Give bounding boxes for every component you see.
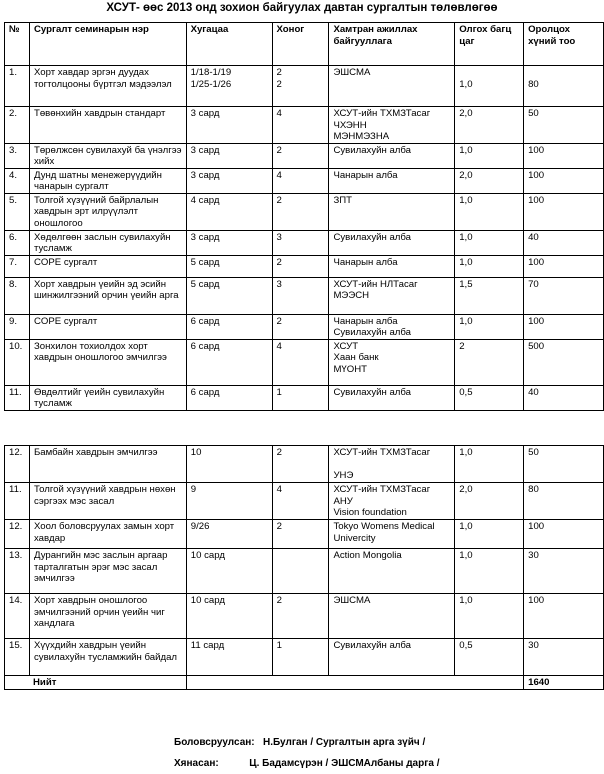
cell-partner: Tokyo Womens Medical Univercity	[329, 520, 455, 549]
cell-duration: 3 сард	[186, 143, 272, 168]
cell-participants: 70	[524, 277, 604, 314]
cell-participants: 100	[524, 193, 604, 230]
header-partner: Хамтран ажиллах байгууллага	[329, 23, 455, 66]
cell-participants: 80	[524, 483, 604, 520]
cell-participants: 100	[524, 143, 604, 168]
cell-days	[272, 549, 329, 594]
cell-hours: 2,0	[455, 483, 524, 520]
cell-name: Хөдөлгөөн заслын сувилахуйн тусламж	[29, 230, 186, 255]
cell-hours: 1,0	[455, 446, 524, 483]
table-row	[5, 168, 604, 193]
cell-participants: 100	[524, 314, 604, 339]
table-row	[5, 193, 604, 230]
cell-days: 3	[272, 230, 329, 255]
cell-num: 4.	[5, 168, 30, 193]
cell-duration: 10	[186, 446, 272, 483]
table-row	[5, 520, 604, 549]
cell-partner: Чанарын алба	[329, 168, 455, 193]
header-num: №	[5, 23, 30, 66]
cell-hours: 1,5	[455, 277, 524, 314]
cell-name: COPE сургалт	[29, 255, 186, 277]
cell-hours: 0,5	[455, 385, 524, 410]
cell-days: 2 2	[272, 66, 329, 107]
table-row	[5, 339, 604, 385]
cell-duration: 11 сард	[186, 639, 272, 676]
cell-hours: 1,0	[455, 314, 524, 339]
table-row	[5, 277, 604, 314]
cell-num: 3.	[5, 143, 30, 168]
cell-days: 2	[272, 314, 329, 339]
cell-name: Өвдөлтийг үеийн сувилахуйн тусламж	[29, 385, 186, 410]
cell-days: 1	[272, 385, 329, 410]
table-row	[5, 66, 604, 107]
table-row	[5, 314, 604, 339]
cell-days: 2	[272, 193, 329, 230]
cell-num: 2.	[5, 107, 30, 144]
cell-partner: ХСУТ-ийн НЛТасаг МЭЭСН	[329, 277, 455, 314]
cell-num: 8.	[5, 277, 30, 314]
cell-partner: ЭШСМА	[329, 594, 455, 639]
cell-name: Дурангийн мэс заслын аргаар тарталгатын эрэг мэс засал эмчилгээ	[29, 549, 186, 594]
cell-hours: 1,0	[455, 520, 524, 549]
cell-participants: 100	[524, 594, 604, 639]
cell-name: Хорт хавдар эргэн дуудах тогтолцооны бүртгэл мэдээлэл	[29, 66, 186, 107]
cell-num: 12.	[5, 520, 30, 549]
cell-duration: 10 сард	[186, 594, 272, 639]
total-empty	[186, 676, 523, 690]
cell-hours: 1,0	[455, 549, 524, 594]
header-days: Хоног	[272, 23, 329, 66]
checked-value: Ц. Бадамсүрэн / ЭШСМАлбаны дарга /	[249, 758, 440, 769]
cell-duration: 4 сард	[186, 193, 272, 230]
total-row	[5, 676, 604, 690]
cell-num: 1.	[5, 66, 30, 107]
cell-hours: 1,0	[455, 255, 524, 277]
cell-hours: 2	[455, 339, 524, 385]
cell-days: 4	[272, 107, 329, 144]
header-duration: Хугацаа	[186, 23, 272, 66]
header-name: Сургалт семинарын нэр	[29, 23, 186, 66]
cell-num: 9.	[5, 314, 30, 339]
table-gap	[4, 431, 604, 445]
cell-duration: 3 сард	[186, 230, 272, 255]
cell-duration: 5 сард	[186, 277, 272, 314]
table-row	[5, 255, 604, 277]
cell-num: 14.	[5, 594, 30, 639]
cell-name: Хоол боловсруулах замын хорт хавдар	[29, 520, 186, 549]
cell-hours: 1,0	[455, 143, 524, 168]
cell-participants: 40	[524, 385, 604, 410]
cell-hours: 1,0	[455, 230, 524, 255]
cell-name: Дунд шатны менежерүүдийн чанарын сургалт	[29, 168, 186, 193]
cell-num: 7.	[5, 255, 30, 277]
table-header-row	[5, 23, 604, 66]
training-plan-table-continued	[4, 445, 604, 690]
cell-partner: Сувилахуйн алба	[329, 230, 455, 255]
cell-num: 5.	[5, 193, 30, 230]
cell-participants: 40	[524, 230, 604, 255]
cell-duration: 10 сард	[186, 549, 272, 594]
cell-name: Бамбайн хавдрын эмчилгээ	[29, 446, 186, 483]
cell-num: 10.	[5, 339, 30, 385]
cell-name: Толгой хүзүүний байрлалын хавдрын эрт илрүүлэлт оношлогоо	[29, 193, 186, 230]
table-row	[5, 483, 604, 520]
cell-hours: 1,0	[455, 66, 524, 107]
table-row	[5, 230, 604, 255]
checked-by	[174, 758, 440, 769]
cell-name: COPE сургалт	[29, 314, 186, 339]
cell-participants: 80	[524, 66, 604, 107]
cell-name: Хорт хавдрын оношлогоо эмчилгээний орчин үеийн чиг хандлага	[29, 594, 186, 639]
cell-name: Хүүхдийн хавдрын үеийн сувилахуйн тусламжийн байдал	[29, 639, 186, 676]
cell-days: 4	[272, 483, 329, 520]
cell-days: 4	[272, 168, 329, 193]
table-row	[5, 385, 604, 410]
table-row	[5, 549, 604, 594]
checked-label: Хянасан:	[174, 758, 219, 769]
cell-hours: 0,5	[455, 639, 524, 676]
table-row	[5, 446, 604, 483]
cell-name: Хорт хавдрын үеийн эд эсийн шинжилгээний орчин үеийн арга	[29, 277, 186, 314]
cell-partner: Чанарын алба	[329, 255, 455, 277]
cell-participants: 30	[524, 639, 604, 676]
cell-participants: 100	[524, 168, 604, 193]
total-value: 1640	[524, 676, 604, 690]
cell-duration: 6 сард	[186, 314, 272, 339]
cell-name: Зонхилон тохиолдох хорт хавдрын оношлогоо эмчилгээ	[29, 339, 186, 385]
cell-participants: 50	[524, 107, 604, 144]
cell-days: 2	[272, 255, 329, 277]
cell-name: Төвөнхийн хавдрын стандарт	[29, 107, 186, 144]
prepared-label: Боловсруулсан:	[174, 737, 255, 748]
cell-days: 4	[272, 339, 329, 385]
training-plan-table	[4, 22, 604, 411]
prepared-by	[174, 737, 425, 748]
cell-days: 1	[272, 639, 329, 676]
total-label: Нийт	[5, 676, 187, 690]
cell-days: 2	[272, 143, 329, 168]
cell-duration: 6 сард	[186, 339, 272, 385]
header-participants: Оролцох хүний тоо	[524, 23, 604, 66]
cell-num: 15.	[5, 639, 30, 676]
cell-days: 2	[272, 594, 329, 639]
table-row	[5, 594, 604, 639]
cell-partner: ХСУТ Хаан банк МҮОНТ	[329, 339, 455, 385]
cell-days: 2	[272, 520, 329, 549]
cell-name: Толгой хүзүүний хавдрын нөхөн сэргээх мэс засал	[29, 483, 186, 520]
cell-duration: 6 сард	[186, 385, 272, 410]
cell-duration: 1/18-1/19 1/25-1/26	[186, 66, 272, 107]
cell-duration: 5 сард	[186, 255, 272, 277]
header-hours: Олгох багц цаг	[455, 23, 524, 66]
table-row	[5, 107, 604, 144]
table-row	[5, 639, 604, 676]
cell-partner: ХСУТ-ийн ТХМЗТасаг ЧХЭНН МЭНМЭЗНА	[329, 107, 455, 144]
cell-participants: 30	[524, 549, 604, 594]
cell-partner: ЗПТ	[329, 193, 455, 230]
cell-participants: 50	[524, 446, 604, 483]
page-title: ХСУТ- өөс 2013 онд зохион байгуулах давтан сургалтын төлөвлөгөө	[106, 2, 498, 14]
cell-num: 13.	[5, 549, 30, 594]
cell-name: Төрөлжсөн сувилахуй ба үнэлгээ хийх	[29, 143, 186, 168]
cell-duration: 3 сард	[186, 168, 272, 193]
cell-hours: 1,0	[455, 594, 524, 639]
cell-duration: 9	[186, 483, 272, 520]
cell-partner: Сувилахуйн алба	[329, 143, 455, 168]
cell-participants: 100	[524, 255, 604, 277]
cell-partner: ХСУТ-ийн ТХМЗТасаг УНЭ	[329, 446, 455, 483]
cell-partner: Сувилахуйн алба	[329, 385, 455, 410]
cell-num: 11.	[5, 483, 30, 520]
table-row	[5, 143, 604, 168]
cell-duration: 9/26	[186, 520, 272, 549]
cell-duration: 3 сард	[186, 107, 272, 144]
cell-partner: ХСУТ-ийн ТХМЗТасаг АНУ Vision foundation	[329, 483, 455, 520]
cell-partner: ЭШСМА	[329, 66, 455, 107]
cell-partner: Чанарын алба Сувилахуйн алба	[329, 314, 455, 339]
cell-partner: Action Mongolia	[329, 549, 455, 594]
cell-num: 11.	[5, 385, 30, 410]
cell-hours: 2,0	[455, 168, 524, 193]
cell-participants: 500	[524, 339, 604, 385]
cell-hours: 2,0	[455, 107, 524, 144]
cell-num: 12.	[5, 446, 30, 483]
cell-partner: Сувилахуйн алба	[329, 639, 455, 676]
cell-days: 2	[272, 446, 329, 483]
prepared-value: Н.Булган / Сургалтын арга зүйч /	[262, 737, 426, 748]
cell-participants: 100	[524, 520, 604, 549]
cell-num: 6.	[5, 230, 30, 255]
cell-days: 3	[272, 277, 329, 314]
cell-hours: 1,0	[455, 193, 524, 230]
